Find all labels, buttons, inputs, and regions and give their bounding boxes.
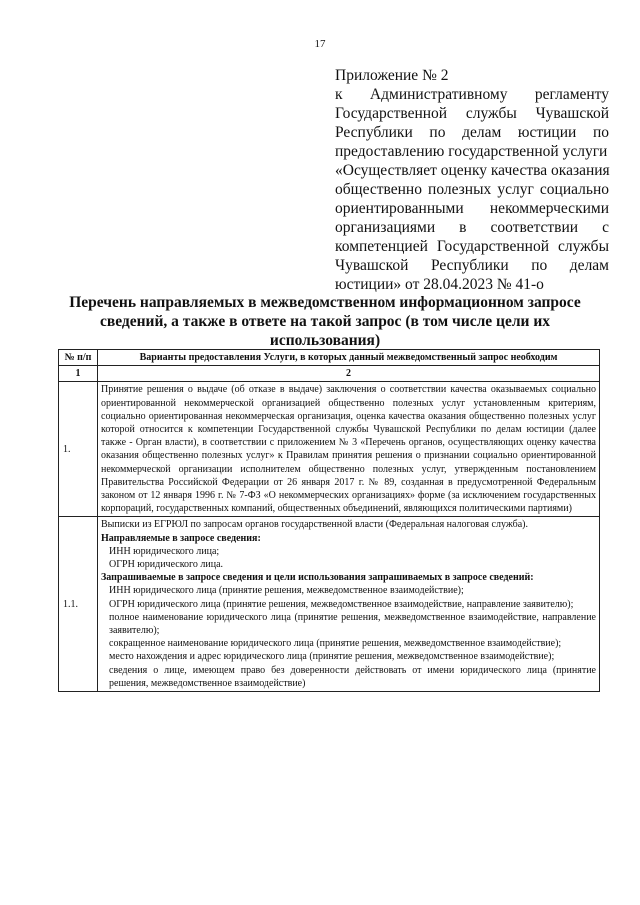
- appendix-line: компетенцией Государственной службы: [335, 238, 609, 255]
- row-number: 1.1.: [59, 517, 98, 692]
- table-row: [59, 517, 600, 692]
- document-title: Перечень направляемых в межведомственном информационном запросе сведений, а также в ответе на такой запрос (в том числе цели их использования): [69, 294, 581, 349]
- requested-item: сокращенное наименование юридического лица (принятие решения, межведомственное взаимодействие);: [109, 638, 562, 650]
- sent-item: ОГРН юридического лица.: [109, 559, 224, 571]
- table-index-row: [59, 366, 600, 382]
- row-number: 1.: [59, 382, 98, 517]
- row-details: [98, 517, 600, 692]
- page-number: 17: [314, 38, 326, 50]
- table-header-row: [59, 350, 600, 366]
- requested-item: ИНН юридического лица (принятие решения, межведомственное взаимодействие);: [109, 585, 464, 597]
- appendix-line: общественно полезных услуг социально: [335, 181, 609, 198]
- sent-heading: Направляемые в запросе сведения:: [101, 532, 261, 544]
- requested-item: ОГРН юридического лица (принятие решения, межведомственное взаимодействие, направление заявителю);: [109, 598, 574, 610]
- header-num: № п/п: [59, 350, 98, 366]
- header-variants: Варианты предоставления Услуги, в которых данный межведомственный запрос необходим: [98, 350, 600, 366]
- requested-item: сведения о лице, имеющем право без доверенности действовать от имени юридического лица (принятие решения, межведомственное взаимодействие): [109, 664, 596, 689]
- row-intro: Выписки из ЕГРЮЛ по запросам органов государственной власти (Федеральная налоговая служба).: [101, 519, 528, 531]
- appendix-line: к Административному регламенту: [335, 86, 609, 103]
- requested-heading: Запрашиваемые в запросе сведения и цели использования запрашиваемых в запросе сведений:: [101, 572, 534, 584]
- appendix-line: организациями в соответствии с: [335, 219, 609, 236]
- index-cell-1: 1: [59, 366, 98, 382]
- appendix-header: [335, 66, 609, 294]
- sent-item: ИНН юридического лица;: [109, 545, 220, 557]
- appendix-line: юстиции» от 28.04.2023 № 41-о: [335, 276, 544, 293]
- index-cell-2: 2: [98, 366, 600, 382]
- appendix-line: «Осуществляет оценку качества оказания: [335, 162, 610, 179]
- requested-item: место нахождения и адрес юридического лица (принятие решения, межведомственное взаимодействие);: [109, 651, 555, 663]
- appendix-line: ориентированными некоммерческими: [335, 200, 609, 217]
- appendix-line: предоставлению государственной услуги: [335, 143, 608, 160]
- appendix-line: Государственной службы Чувашской: [335, 105, 609, 122]
- requests-table: [58, 349, 600, 692]
- appendix-line: Республики по делам юстиции по: [335, 124, 609, 141]
- row-text: Принятие решения о выдаче (об отказе в выдаче) заключения о соответствии качества оказываемых социально ориентированной некоммерческой организацией общественно полезных услуг установленным критериям, социально ориентированная некоммерческая организация, оценка качества оказания общественно полезных услуг которой относится к компетенции Государственной службы Чувашской Республики по делам юстиции (далее также - Орган власти), в соответствии с приложением № 3 «Перечень органов, осуществляющих оценку качества оказания общественно полезных услуг» к Правилам принятия решения о признании социально ориентированной некоммерческой организации исполнителем общественно полезных услуг, утвержденным постановлением Правительства Российской Федерации от 26 января 2017 г. № 89, созданная в предусмотренной Федеральным законом от 12 января 1996 г. № 7-ФЗ «О некоммерческих организациях» форме (за исключением государственных корпораций, государственных компаний, общественных объединений, являющихся политическими партиями): [98, 382, 600, 517]
- appendix-line: Приложение № 2: [335, 67, 449, 84]
- appendix-line: Чувашской Республики по делам: [335, 257, 609, 274]
- table-row: [59, 382, 600, 517]
- requested-item: полное наименование юридического лица (принятие решения, межведомственное взаимодействие, направление заявителю);: [109, 611, 596, 637]
